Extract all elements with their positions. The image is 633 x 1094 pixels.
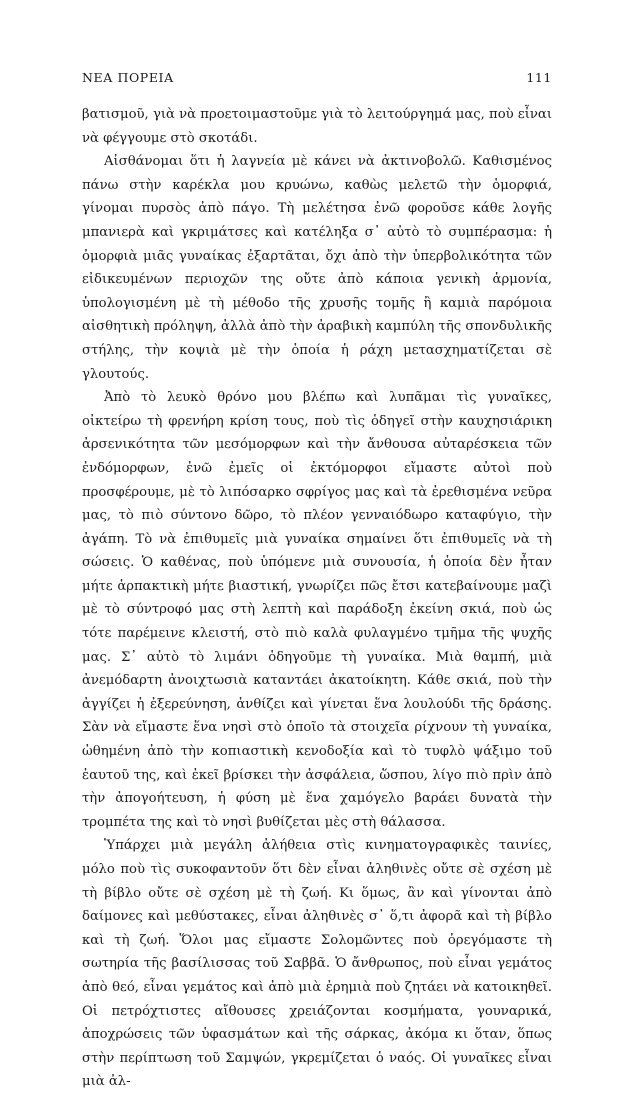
paragraph: Ὑπάρχει μιὰ μεγάλη ἀλήθεια στὶς κινηματογραφικὲς ταινίες, μόλο ποὺ τὶς συκοφαντοῦν ὅτι δὲν εἶναι ἀληθινὲς οὔτε σὲ σχέση μὲ τὴ βίβλο οὔτε σὲ σχέση μὲ τὴ ζωή. Κι ὅμως, ἂν καὶ γίνονται ἀπὸ δαίμονες καὶ μεθύστακες, εἶναι ἀληθινὲς σ᾽ ὅ,τι ἀφορᾶ καὶ τὴ βίβλο καὶ τὴ ζωή. Ὅλοι μας εἴμαστε Σολομῶντες ποὺ ὀρεγόμαστε τὴ σωτηρία τῆς βασίλισσας τοῦ Σαββᾶ. Ὁ ἄνθρωπος, ποὺ εἶναι γεμάτος ἀπὸ θεό, εἶναι γεμάτος καὶ ἀπὸ μιὰ ἐρημιὰ ποὺ ζητάει νὰ κατοικηθεῖ. Οἱ πετρόχτιστες αἴθουσες χρειάζονται κοσμήματα, γουναρικά, ἀποχρώσεις τῶν ὑφασμάτων καὶ τῆς σάρκας, ἀκόμα κι ὅταν, ὅπως στὴν περίπτωση τοῦ Σαμψών, γκρεμίζεται ὁ ναός. Οἱ γυναῖκες εἶναι μιὰ ἀλ-: [82, 838, 552, 1090]
running-title: ΝΕΑ ΠΟΡΕΙΑ: [82, 70, 174, 85]
page-number: 111: [526, 70, 552, 85]
paragraph: Ἀπὸ τὸ λευκὸ θρόνο μου βλέπω καὶ λυπᾶμαι τὶς γυναῖκες, οἰκτείρω τὴ φρενήρη κρίση τους, ποὺ τὶς ὁδηγεῖ στὴν καυχησιάρικη ἀρσενικότητα τῶν μεσόμορφων καὶ τὴν ἄνθουσα αὐταρέσκεια τῶν ἐνδόμορφων, ἐνῶ ἐμεῖς οἱ ἐκτόμορφοι εἴμαστε αὐτοὶ ποὺ προσφέρουμε, μὲ τὸ λιπόσαρκο σφρίγος μας καὶ τὰ ἐρεθισμένα νεῦρα μας, τὸ πιὸ σύντονο δῶρο, τὸ πλέον γενναιόδωρο καταφύγιο, τὴν ἀγάπη. Τὸ νὰ ἐπιθυμεῖς μιὰ γυναίκα σημαίνει ὅτι ἐπιθυμεῖς νὰ τὴ σώσεις. Ὁ καθένας, ποὺ ὑπόμενε μιὰ συνουσία, ἡ ὁποία δὲν ἦταν μήτε ἁρπακτικὴ μήτε βιαστική, γνωρίζει πῶς ἔτσι κατεβαίνουμε μαζὶ μὲ τὸ σύντροφό μας στὴ λεπτὴ καὶ παράδοξη ἐκείνη σκιά, ποὺ ὡς τότε παρέμεινε κλειστή, στὸ πιὸ καλὰ φυλαγμένο τμῆμα τῆς ψυχῆς μας. Σ᾽ αὐτὸ τὸ λιμάνι ὁδηγοῦμε τὴ γυναίκα. Μιὰ θαμπή, μιὰ ἀνεμόδαρτη ἀνοιχτωσιὰ καταντάει ἀκατοίκητη. Κάθε σκιά, ποὺ τὴν ἀγγίζει ἡ ἐξερεύνηση, ἀνθίζει καὶ γίνεται ἕνα λουλούδι τῆς δράσης. Σὰν νὰ εἴμαστε ἕνα νησὶ στὸ ὁποῖο τὰ στοιχεῖα ρίχνουν τὴ γυναίκα, ὠθημένη ἀπὸ τὴν κοπιαστικὴ κενοδοξία καὶ τὸ τυφλὸ ψάξιμο τοῦ ἑαυτοῦ της, καὶ ἐκεῖ βρίσκει τὴν ἀσφάλεια, ὥσπου, λίγο πιὸ πρὶν ἀπὸ τὴν ἀπογοήτευση, ἡ φύση μὲ ἕνα χαμόγελο βαράει δυνατὰ τὴν τρομπέτα της καὶ τὸ νησὶ βυθίζεται μὲς στὴ θάλασσα.: [82, 390, 552, 830]
running-head: [82, 70, 552, 85]
body-text: [82, 103, 552, 1094]
book-page: [82, 70, 552, 1094]
paragraph: Αἰσθάνομαι ὅτι ἡ λαγνεία μὲ κάνει νὰ ἀκτινοβολῶ. Καθισμένος πάνω στὴν καρέκλα μου κρυώνω, καθὼς μελετῶ τὴν ὁμορφιά, γίνομαι πυρσὸς ἀπὸ πάγο. Τὴ μελέτησα ἐνῶ φοροῦσε κάθε λογῆς μπανιερὰ καὶ γκριμάτσες καὶ κατέληξα σ᾽ αὐτὸ τὸ συμπέρασμα: ἡ ὀμορφιὰ μιᾶς γυναίκας ἐξαρτᾶται, ὄχι ἀπὸ τὴν ὑπερβολικότητα τῶν εἰδικευμένων περιοχῶν της οὔτε ἀπὸ κάποια γενικὴ ἁρμονία, ὑπολογισμένη μὲ τὴ μέθοδο τῆς χρυσῆς τομῆς ἢ καμιὰ παρόμοια αἰσθητικὴ πρόληψη, ἀλλὰ ἀπὸ τὴν ἀραβικὴ καμπύλη τῆς σπονδυλικῆς στήλης, τὴν κοψιὰ μὲ τὴν ὁποία ἡ ράχη μετασχηματίζεται σὲ γλουτούς.: [82, 154, 552, 382]
paragraph: βατισμοῦ, γιὰ νὰ προετοιμαστοῦμε γιὰ τὸ λειτούργημά μας, ποὺ εἶναι νὰ φέγγουμε στὸ σκοτάδι.: [82, 107, 552, 146]
